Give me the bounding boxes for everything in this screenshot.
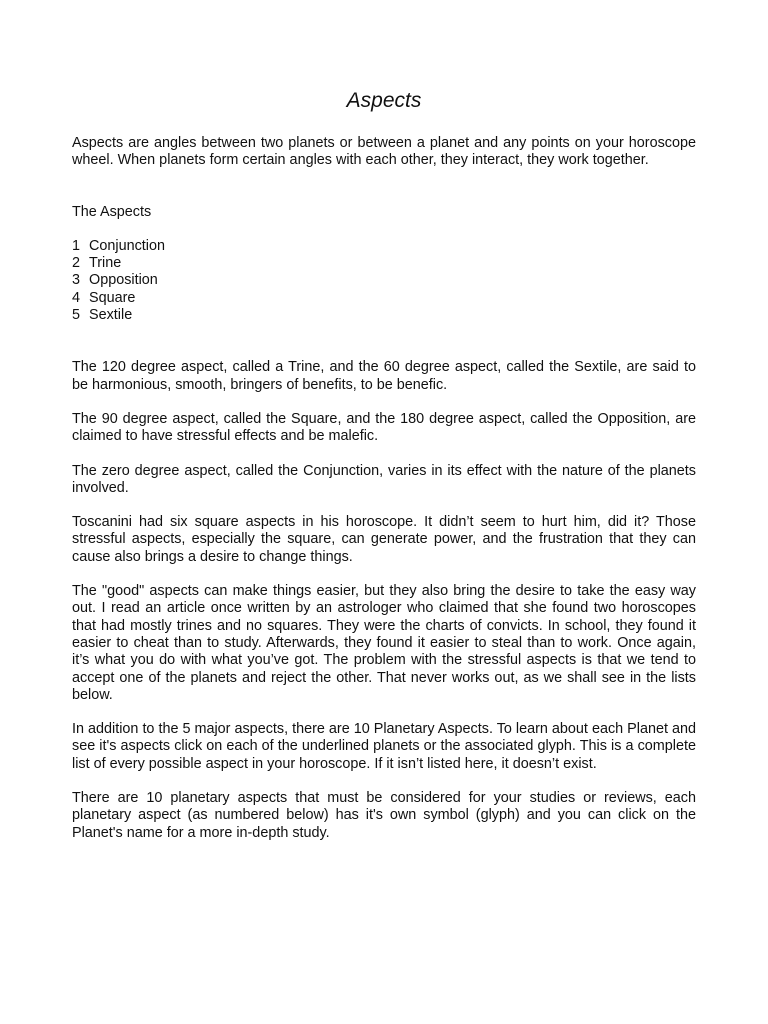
list-item-number: 1 [72, 237, 81, 254]
list-item-number: 4 [72, 289, 81, 306]
spacer [72, 497, 696, 514]
trine-sextile-paragraph: The 120 degree aspect, called a Trine, and the 60 degree aspect, called the Sextile, are said to be harmonious, smooth, bringers of benefits, to be benefic. [72, 359, 696, 393]
aspects-list [72, 238, 696, 324]
spacer [72, 324, 696, 359]
spacer [72, 170, 696, 204]
list-item [72, 307, 696, 324]
list-item [72, 290, 696, 307]
list-item-label: Square [89, 289, 136, 306]
aspects-list-heading: The Aspects [72, 203, 152, 220]
spacer [72, 773, 696, 790]
list-item-label: Conjunction [89, 237, 166, 254]
spacer [72, 446, 696, 463]
list-item-number: 2 [72, 255, 81, 272]
spacer [72, 221, 696, 238]
spacer [72, 566, 696, 583]
planetary-aspects-paragraph: In addition to the 5 major aspects, there are 10 Planetary Aspects. To learn about each Planet and see it's aspects click on each of the underlined planets or the associated glyph. This is a complete list of every possible aspect in your horoscope. If it isn’t listed here, it doesn’t exist. [72, 721, 696, 772]
spacer [72, 394, 696, 411]
good-aspects-paragraph: The "good" aspects can make things easier, but they also bring the desire to take the easy way out. I read an article once written by an astrologer who claimed that she found two horoscopes that had mostly trines and no squares. They were the charts of convicts. In school, they found it easier to cheat than to study. Afterwards, they found it easier to steal than to work. Once again, it’s what you do with what you’ve got. The problem with the stressful aspects is that we tend to accept one of the planets and reject the other. That never works out, as we shall see in the lists below. [72, 583, 696, 703]
conjunction-paragraph: The zero degree aspect, called the Conjunction, varies in its effect with the nature of the planets involved. [72, 462, 696, 496]
list-item-label: Trine [89, 255, 122, 272]
spacer [72, 704, 696, 721]
list-item-label: Opposition [89, 272, 158, 289]
list-item [72, 272, 696, 289]
list-item-number: 3 [72, 272, 81, 289]
list-item-label: Sextile [89, 307, 133, 324]
list-item [72, 238, 696, 255]
glyph-study-paragraph: There are 10 planetary aspects that must be considered for your studies or reviews, each planetary aspect (as numbered below) has it's own symbol (glyph) and you can click on the Planet's name for a more in-depth study. [72, 790, 696, 841]
document-page [72, 88, 696, 842]
square-opposition-paragraph: The 90 degree aspect, called the Square, and the 180 degree aspect, called the Opposition, are claimed to have stressful effects and be malefic. [72, 410, 696, 445]
list-item-number: 5 [72, 307, 81, 324]
intro-paragraph: Aspects are angles between two planets or between a planet and any points on your horoscope wheel. When planets form certain angles with each other, they interact, they work together. [72, 135, 696, 169]
page-title: Aspects [346, 89, 422, 112]
list-item [72, 255, 696, 272]
toscanini-paragraph: Toscanini had six square aspects in his horoscope. It didn’t seem to hurt him, did it? Those stressful aspects, especially the square, can generate power, and the frustration that they can cause also brings a desire to change things. [72, 514, 696, 565]
